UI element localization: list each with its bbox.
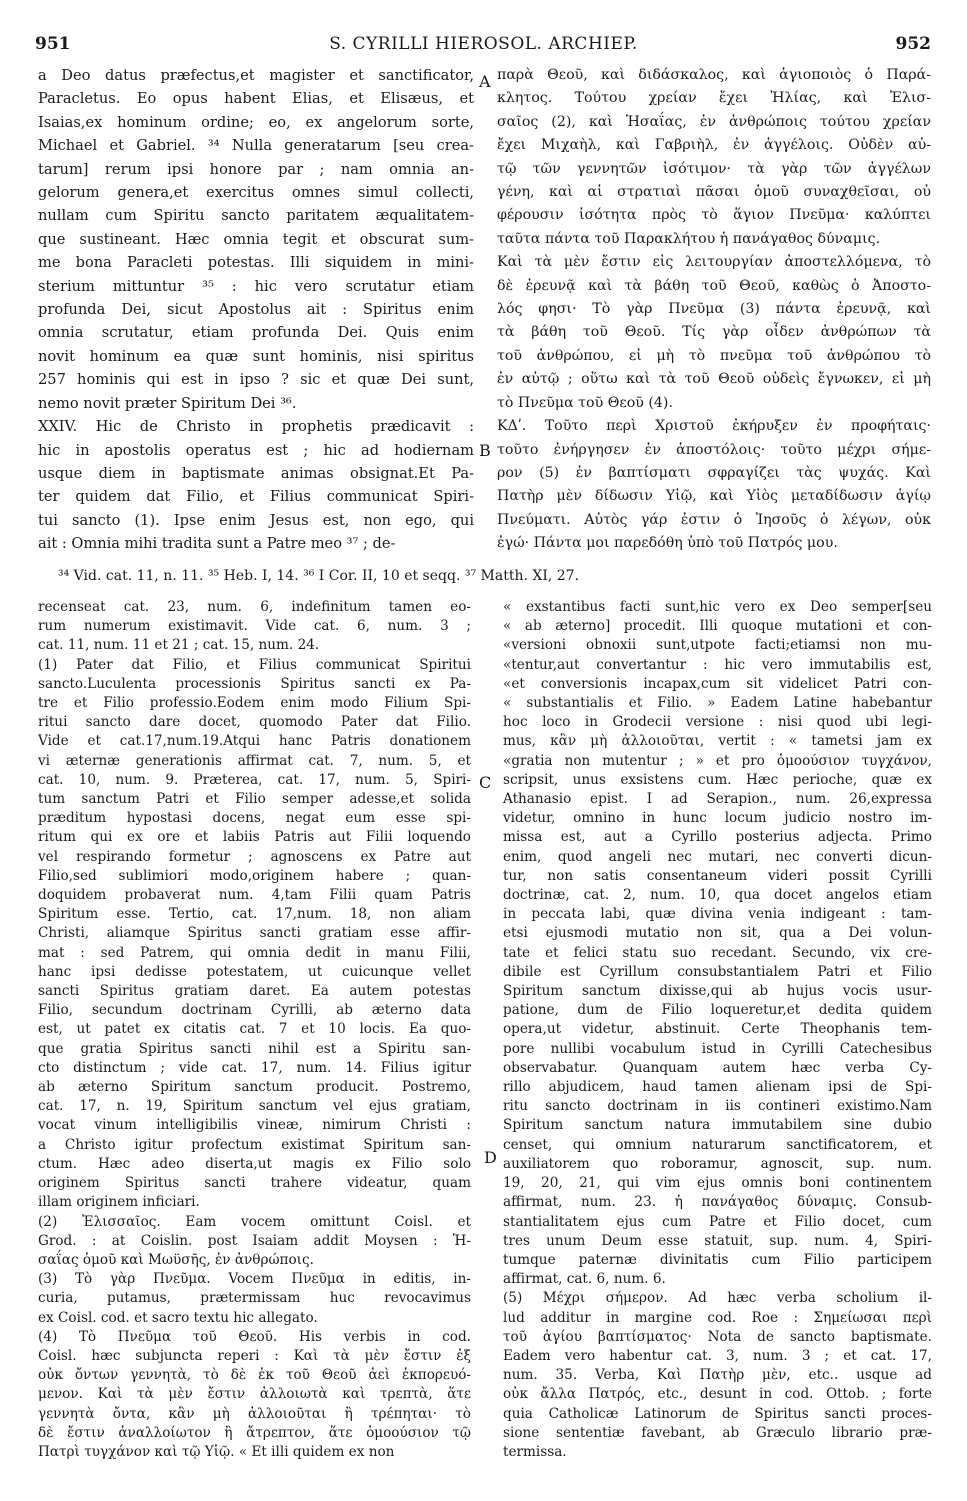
greek-main-line: λός φησι· Τὸ γὰρ Πνεῦμα (3) πάντα ἐρευνᾷ, καὶ (497, 301, 931, 318)
notes-left-line: ritui sancto dare docet, quomodo Pater dat Filio. (38, 714, 471, 731)
notes-left-line: recenseat cat. 23, num. 6, indefinitum tamen eo- (38, 599, 471, 615)
greek-main-line: ἔχει Μιχαὴλ, καὶ Γαβριὴλ, ἐν ἀγγέλοις. Οὐδὲν αὐ- (497, 137, 931, 154)
latin-main-line: tarum] rerum ipsi honore par ; nam omnia an- (38, 160, 474, 178)
greek-main-line: παρὰ Θεοῦ, καὶ διδάσκαλος, καὶ ἁγιοποιὸς ὁ Παρά- (497, 67, 931, 83)
notes-left-line: cat. 10, num. 9. Præterea, cat. 17, num. 5, Spiri- (38, 771, 471, 788)
notes-right-line: hoc loco in Grodecii versione : nisi quod ubi legi- (503, 714, 932, 731)
latin-main-line: tui sancto (1). Ipse enim Jesus est, non ego, qui (38, 511, 474, 529)
margin-marker-c: C (479, 773, 492, 792)
latin-main-line: ter quidem dat Filio, et Filius communicat Spiri- (38, 488, 474, 506)
latin-main-line: omnia scrutatur, etiam profunda Dei. Quis enim (38, 324, 474, 342)
notes-left-line: ctum. Hæc adeo diserta,ut magis ex Filio solo (38, 1155, 471, 1172)
notes-left-line: Vide et cat.17,num.19.Atqui hanc Patris donationem (38, 733, 471, 750)
greek-main-line: δὲ ἐρευνᾷ καὶ τὰ βάθη τοῦ Θεοῦ, καθὼς ὁ Ἀποστο- (497, 277, 931, 294)
latin-main-line: usque diem in baptismate animas obsignat.Et Pa- (38, 464, 474, 482)
notes-left-line: curia, putamus, prætermissam huc revocavimus (38, 1290, 471, 1307)
notes-right-line: Spiritum sanctum dixisse,qui ab hujus vocis usur- (503, 983, 932, 1000)
notes-left-line: illam originem inficiari. (38, 1194, 200, 1211)
notes-left-line: vocat vinum intelligibilis vineæ, nimirum Christi : (38, 1117, 471, 1134)
notes-left-line: doquidem probaverat num. 4,tam Filii quam Patris (38, 887, 471, 904)
notes-left-line: tre et Filio professio.Eodem enim modo Filium Spi- (38, 695, 471, 712)
notes-right-line: num. 35. Verba, Καὶ Πατὴρ μὲν, etc.. usque ad (503, 1367, 932, 1384)
notes-left-line: hanc ipsi dedisse potestatem, ut cuicunque vellet (38, 963, 471, 980)
notes-right-line: rillo abjudicem, haud tamen alienam ipsi de Spi- (503, 1079, 932, 1096)
notes-right-line: « exstantibus facti sunt,hic vero ex Deo semper[seu (503, 599, 932, 615)
notes-right-line: «et conversionis incapax,cum sit videlicet Patri con- (503, 675, 932, 692)
notes-right-line: 19, 20, 21, qui vim ejus omnis boni continentem (503, 1175, 932, 1192)
notes-right-line: affirmat, num. 23. ἡ πανάγαθος δύναμις. Consub- (503, 1194, 932, 1211)
notes-right-line: Eadem vero habentur cat. 3, num. 3 ; et cat. 17, (503, 1347, 932, 1364)
latin-main-line: novit hominum ea quæ sunt hominis, nisi spiritus (38, 347, 474, 365)
notes-left-line: σαΐας ὁμοῦ καὶ Μωϋσῆς, ἐν ἀνθρώποις. (38, 1251, 314, 1268)
greek-main-line: Πατὴρ μὲν δίδωσιν Υἱῷ, καὶ Υἱὸς μεταδίδωσιν ἁγίῳ (497, 488, 931, 505)
notes-right-line: auxiliatorem quo roboramur, agnoscit, sup. num. (503, 1155, 932, 1172)
notes-left-line: cat. 17, n. 19, Spiritum sanctum vel ejus gratiam, (38, 1098, 471, 1115)
notes-left-line: cto distinctum ; vide cat. 17, num. 14. Filius igitur (38, 1059, 471, 1076)
notes-right-line: « ab æterno] procedit. Illi quoque mutationi et con- (503, 618, 932, 635)
notes-right-line: sione sententiæ favebant, ab Græculo librario præ- (503, 1424, 932, 1441)
notes-right-line: censet, qui omnium naturarum sanctificatorem, et (503, 1136, 932, 1153)
latin-main-line: me bona Paracleti potestas. Illi siquidem in mini- (38, 254, 474, 272)
notes-right-line: mus, κἂν μὴ ἀλλοιοῦται, vertit : « tametsi jam ex (503, 733, 932, 750)
notes-left-line: (4) Τὸ Πνεῦμα τοῦ Θεοῦ. His verbis in cod. (38, 1328, 471, 1345)
notes-right-line: «tentur,aut convertantur : hic vero immutabilis est, (503, 656, 932, 673)
greek-main-line: ΚΔʹ. Τοῦτο περὶ Χριστοῦ ἐκήρυξεν ἐν προφήταις· (497, 418, 931, 435)
notes-right-line: doctrinæ, cat. 2, num. 10, qua docet angelos etiam (503, 887, 932, 904)
notes-right-line: dibile est Cyrillum consubstantialem Patri et Filio (503, 963, 932, 980)
notes-left-line: (2) Ἐλισσαῖος. Eam vocem omittunt Coisl. et (38, 1213, 471, 1230)
notes-left-line: γεννητὰ ὄντα, κἂν μὴ ἀλλοιοῦται ἢ τρέπηται· τὸ (38, 1405, 471, 1422)
notes-right-line: missa est, aut a Cyrillo posterius adjecta. Primo (503, 829, 932, 846)
notes-right-line: Spiritum sanctum natura immutabilem sine dubio (503, 1117, 932, 1134)
notes-right-column (503, 598, 932, 1462)
notes-right-line: etsi ejusmodi mutatio non sit, qua a Dei volun- (503, 925, 932, 942)
notes-left-line: Filio,sed sublimiori modo,originem habere ; quan- (38, 867, 471, 884)
greek-main-line: τὰ βάθη τοῦ Θεοῦ. Τίς γὰρ οἶδεν ἀνθρώπων τὰ (497, 324, 931, 341)
notes-right-line: tate et felici statu suo recedant. Secundo, vix cre- (503, 944, 932, 961)
notes-left-line: est, ut patet ex citatis cat. 7 et 10 locis. Ea quo- (38, 1021, 471, 1038)
notes-right-line: «versioni obnoxii sunt,utpote facti;etiamsi non mu- (503, 637, 932, 654)
notes-left-line: præditum hypostasi docens, negat eum esse spi- (38, 810, 471, 827)
notes-left-line: Christi, aliamque Spiritus sancti gratiam esse affir- (38, 925, 471, 942)
notes-left-line: sancto.Luculenta processionis Spiritus sancti ex Pa- (38, 675, 471, 692)
notes-left-line: Πατρὶ τυγχάνον καὶ τῷ Υἱῷ. « Et illi quidem ex non (38, 1443, 395, 1460)
notes-right-line: (5) Μέχρι σήμερον. Ad hæc verba scholium il- (503, 1290, 932, 1307)
notes-left-line: Filio, secundum doctrinam Cyrilli, ab æterno data (38, 1002, 471, 1019)
notes-right-line: tres unum Deum esse statuit, sup. num. 4, Spiri- (503, 1232, 932, 1249)
notes-left-line: οὐκ ὄντων γεννητὰ, τὸ δὲ ἐκ τοῦ Θεοῦ ἀεὶ ἐκπορευό- (38, 1367, 471, 1384)
notes-right-line: enim, quod angeli nec mutari, nec converti dicun- (503, 848, 932, 865)
greek-main-line: τοῦτο ἐνήργησεν ἐν ἀποστόλοις· τοῦτο μέχρι σήμε- (497, 441, 931, 458)
greek-main-line: σαῖος (2), καὶ Ἡσαΐας, ἐν ἀνθρώποις τούτου χρείαν (497, 113, 931, 130)
margin-marker-d: D (484, 1148, 497, 1167)
latin-main-line: profunda Dei, sicut Apostolus ait : Spiritus enim (38, 301, 474, 319)
page-number-left: 951 (35, 34, 71, 54)
notes-left-line: Coisl. hæc subjuncta reperi : Καὶ τὰ μὲν ἔστιν ἐξ (38, 1347, 471, 1364)
notes-left-line: ex Coisl. cod. et sacro textu hic allegato. (38, 1309, 318, 1326)
latin-main-line: a Deo datus præfectus,et magister et sanctificator, (38, 67, 474, 84)
notes-left-line: (3) Τὸ γὰρ Πνεῦμα. Vocem Πνεῦμα in editis, in- (38, 1271, 471, 1288)
latin-main-line: nemo novit præter Spiritum Dei ³⁶. (38, 394, 297, 412)
notes-right-line: opera,ut videtur, abstinuit. Certe Theophanis tem- (503, 1021, 932, 1038)
notes-right-line: observabatur. Quanquam autem hæc verba Cy- (503, 1059, 932, 1076)
page-number-right: 952 (895, 34, 931, 54)
notes-left-line: vi æternæ generationis affirmat cat. 7, num. 5, et (38, 752, 471, 769)
greek-main-line: ταῦτα πάντα τοῦ Παρακλήτου ἡ πανάγαθος δύναμις. (497, 230, 881, 247)
notes-left-line: mat : sed Patrem, qui omnia dedit in manu Filii, (38, 944, 471, 961)
greek-main-line: φέρουσιν ἰσότητα πρὸς τὸ ἅγιον Πνεῦμα· καλύπτει (497, 207, 931, 224)
notes-left-line: (1) Pater dat Filio, et Filius communicat Spiritui (38, 656, 471, 673)
margin-marker-a: A (479, 72, 491, 91)
greek-main-line: Πνεύματι. Αὐτὸς γάρ ἐστιν ὁ Ἰησοῦς ὁ λέγων, οὐκ (497, 511, 931, 528)
notes-left-line: rum numerum existimavit. Vide cat. 6, num. 3 ; (38, 618, 471, 635)
greek-main-line: τὸ Πνεῦμα τοῦ Θεοῦ (4). (497, 394, 673, 411)
notes-left-line: ritum qui ex ore et labiis Patris aut Filii loquendo (38, 829, 471, 846)
greek-main-line: κλητος. Τούτου χρείαν ἔχει Ἠλίας, καὶ Ἐλισ- (497, 90, 931, 107)
notes-left-line: cat. 11, num. 11 et 21 ; cat. 15, num. 24. (38, 637, 320, 654)
greek-main-line: τῷ τῶν γεννητῶν ἰσότιμον· τὰ γὰρ τῶν ἀγγέλων (497, 160, 931, 177)
greek-main-line: ἐγώ· Πάντα μοι παρεδόθη ὑπὸ τοῦ Πατρός μου. (497, 535, 838, 552)
latin-main-line: Michael et Gabriel. ³⁴ Nulla generatarum [seu crea- (38, 137, 474, 155)
notes-right-line: «gratia non mutentur ; » et pro ὁμοούσιον τυγχάνον, (503, 752, 932, 769)
latin-main-line: ait : Omnia mihi tradita sunt a Patre meo ³⁷ ; de- (38, 535, 396, 553)
notes-right-line: videtur, omnino in hunc locum judicio nostro im- (503, 810, 932, 827)
notes-right-line: patione, dum de Filio loqueretur,et dedita quidem (503, 1002, 932, 1019)
greek-main-line: τοῦ ἀνθρώπου, εἰ μὴ τὸ πνεῦμα τοῦ ἀνθρώπου τὸ (497, 347, 931, 364)
notes-right-line: οὐκ ἄλλα Πατρός, etc., desunt in cod. Ottob. ; forte (503, 1386, 932, 1403)
latin-main-line: XXIV. Hic de Christo in prophetis prædicavit : (38, 418, 474, 436)
latin-main-line: Isaias,ex hominum ordine; eo, ex angelorum sorte, (38, 113, 474, 131)
latin-main-line: sterium mittuntur ³⁵ : hic vero scrutatur etiam (38, 277, 474, 295)
notes-left-line: δὲ ἔστιν ἀναλλοίωτον ἢ ἄτρεπτον, ἅτε ὁμοούσιον τῷ (38, 1424, 471, 1441)
notes-left-line: ab æterno Spiritum sanctum producit. Postremo, (38, 1079, 471, 1096)
notes-right-line: quia Catholicæ Latinorum de Spiritus sancti proces- (503, 1405, 932, 1422)
notes-left-line: Grod. : at Coislin. post Isaiam addit Moysen : Ἡ- (38, 1232, 471, 1249)
notes-left-line: sancti Spiritus gratiam daret. Ea autem potestas (38, 983, 471, 1000)
greek-main-line: Καὶ τὰ μὲν ἔστιν εἰς λειτουργίαν ἀποστελλόμενα, τὸ (497, 254, 931, 271)
notes-left-line: originem Spiritus sancti trahere videatur, quam (38, 1175, 471, 1192)
notes-left-line: Spiritum esse. Tertio, cat. 17,num. 18, non aliam (38, 906, 471, 923)
notes-right-line: lud additur in margine cod. Roe : Σημείωσαι περὶ (503, 1309, 932, 1326)
notes-right-line: in peccata labi, quæ divina venia indigeant : tam- (503, 906, 932, 923)
notes-left-line: que gratia Spiritus sancti nihil est a Spiritu san- (38, 1040, 471, 1057)
notes-right-line: ritu sancto doctrinam in iis contineri existimo.Nam (503, 1098, 932, 1115)
notes-right-line: τοῦ ἁγίου βαπτίσματος· Nota de sancto baptismate. (503, 1328, 932, 1345)
greek-main-line: γένη, καὶ αἱ στρατιαὶ πᾶσαι ὁμοῦ συναχθεῖσαι, οὐ (497, 184, 931, 201)
notes-right-line: tumque paternæ divinitatis cum Filio participem (503, 1251, 932, 1268)
latin-main-line: nullam cum Spiritu sancto paritatem æqualitatem- (38, 207, 474, 225)
notes-left-line: a Christo igitur profectum existimat Spiritum san- (38, 1136, 471, 1153)
latin-main-line: gelorum genera,et exercitus omnes simul collecti, (38, 184, 474, 202)
latin-main-line: hic in apostolis operatus est ; hic ad hodiernam (38, 441, 474, 459)
notes-right-line: pore nullibi vocabulum istud in Cyrilli Catechesibus (503, 1040, 932, 1057)
greek-main-line: ἐν αὐτῷ ; οὕτω καὶ τὰ τοῦ Θεοῦ οὐδεὶς ἔγνωκεν, εἰ μὴ (497, 371, 931, 388)
notes-right-line: « substantialis et Filio. » Eadem Latine habebantur (503, 695, 932, 712)
notes-left-line: vel respirando formetur ; agnoscens ex Patre aut (38, 848, 471, 865)
notes-left-line: μενον. Καὶ τὰ μὲν ἔστιν ἀλλοιωτὰ καὶ τρεπτὰ, ἅτε (38, 1386, 471, 1403)
running-header (0, 22, 967, 58)
greek-main-text (497, 64, 931, 556)
greek-main-line: ρον (5) ἐν βαπτίσματι σφραγίζει τὰς ψυχάς. Καὶ (497, 464, 931, 481)
notes-right-line: stantialitatem ejus cum Patre et Filio docet, cum (503, 1213, 932, 1230)
latin-main-line: Paracletus. Eo opus habent Elias, et Elisæus, et (38, 90, 474, 108)
notes-left-column (38, 598, 471, 1462)
latin-main-line: que sustineant. Hæc omnia tegit et obscurat sum- (38, 230, 474, 248)
notes-right-line: tur, non satis consentaneum videri possit Cyrilli (503, 867, 932, 884)
running-title: S. CYRILLI HIEROSOL. ARCHIEP. (329, 34, 638, 54)
margin-marker-b: B (479, 441, 491, 460)
footnote-line: ³⁴ Vid. cat. 11, n. 11. ³⁵ Heb. I, 14. ³⁶ I Cor. II, 10 et seqq. ³⁷ Matth. XI, 27. (58, 568, 580, 584)
notes-right-line: termissa. (503, 1443, 567, 1460)
notes-right-line: scripsit, unus exsistens cum. Hæc perioche, quæ ex (503, 771, 932, 788)
notes-left-line: tum sanctum Patri et Filio semper adesse,et solida (38, 791, 471, 808)
latin-main-line: 257 hominis qui est in ipso ? sic et quæ Dei sunt, (38, 371, 474, 389)
notes-right-line: affirmat, cat. 6, num. 6. (503, 1271, 666, 1288)
latin-main-text (38, 64, 474, 556)
notes-right-line: Athanasio epist. I ad Serapion., num. 26,expressa (503, 791, 932, 808)
